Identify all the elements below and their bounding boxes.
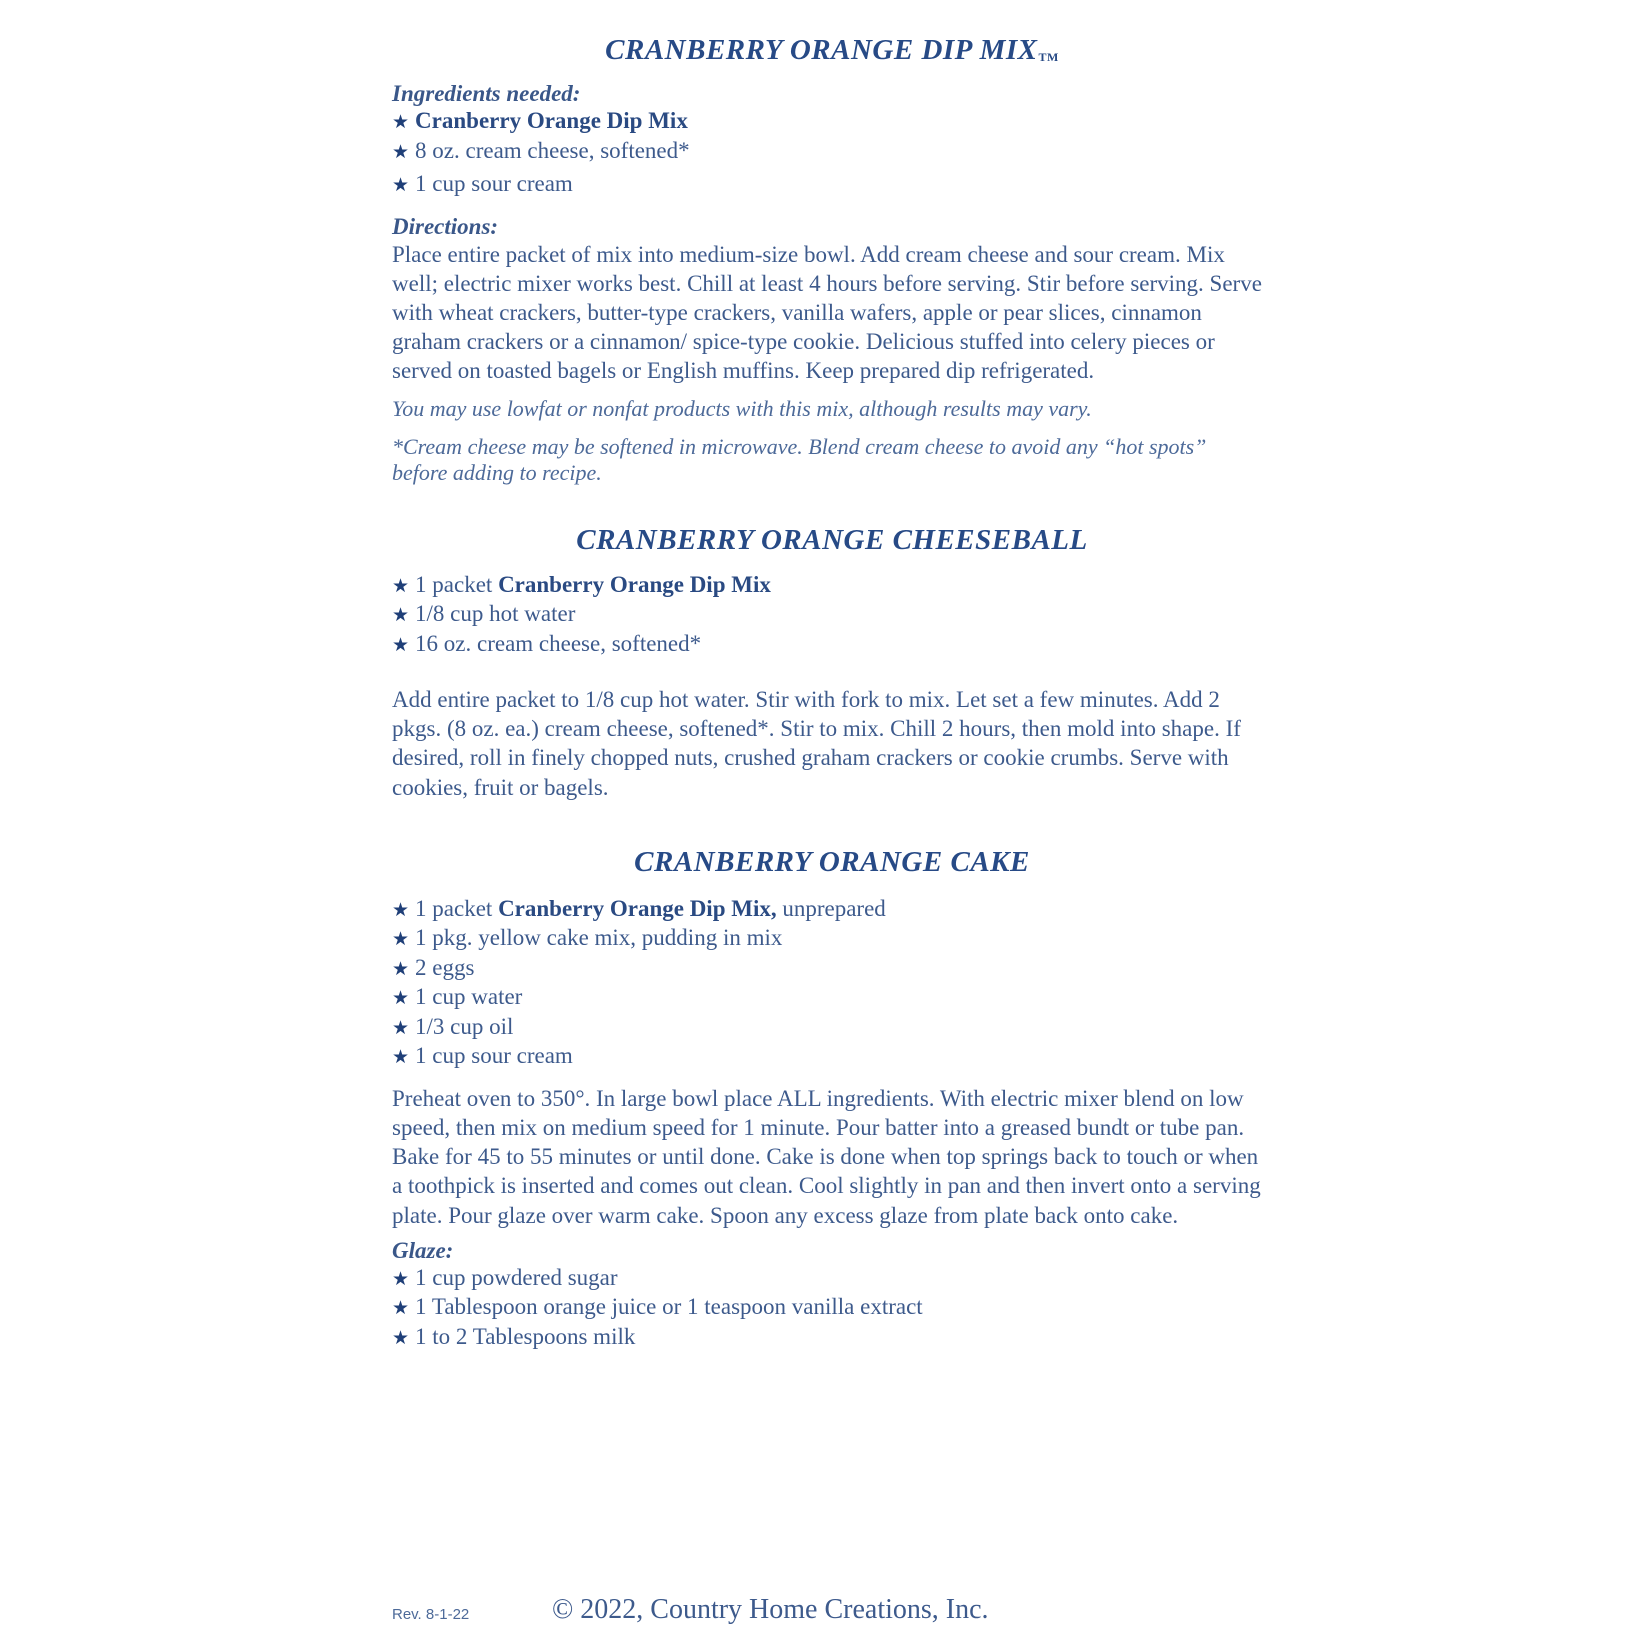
glaze-ingredient-list bbox=[392, 1264, 1272, 1353]
dip-mix-title-text: CRANBERRY ORANGE DIP MIX bbox=[605, 34, 1038, 66]
star-bullet-icon: ★ bbox=[392, 898, 410, 921]
cake-directions: Preheat oven to 350°. In large bowl place ALL ingredients. With electric mixer blend on low speed, then mix on medium speed for 1 minute. Pour batter into a greased bundt or tube pan. Bake for 45 to 55 minutes or until done. Cake is done when top springs back to touch or when a toothpick is inserted and comes out clean. Cool slightly in pan and then invert onto a serving plate. Pour glaze over warm cake. Spoon any excess glaze from plate back onto cake. bbox=[392, 1085, 1261, 1228]
list-item bbox=[392, 1013, 1272, 1043]
ingredient-text: 1 cup sour cream bbox=[415, 171, 573, 196]
star-bullet-icon: ★ bbox=[392, 1016, 410, 1039]
ingredient-text: 1 pkg. yellow cake mix, pudding in mix bbox=[415, 925, 783, 951]
star-bullet-icon: ★ bbox=[392, 174, 410, 196]
star-bullet-icon: ★ bbox=[392, 957, 410, 980]
ingredient-text: 1 packet bbox=[415, 571, 499, 597]
star-bullet-icon: ★ bbox=[392, 633, 410, 656]
star-bullet-icon: ★ bbox=[392, 1046, 410, 1069]
ingredient-bold-text: Cranberry Orange Dip Mix, bbox=[498, 895, 777, 921]
star-bullet-icon: ★ bbox=[392, 1326, 410, 1349]
list-item bbox=[392, 895, 1272, 925]
glaze-ingredient-text: 1 cup powdered sugar bbox=[415, 1264, 618, 1290]
cheeseball-ingredient-list bbox=[392, 571, 1272, 660]
list-item bbox=[392, 954, 1272, 984]
star-bullet-icon: ★ bbox=[392, 987, 410, 1010]
cheeseball-recipe bbox=[392, 524, 1272, 802]
cake-title: CRANBERRY ORANGE CAKE bbox=[634, 845, 1030, 878]
list-item bbox=[392, 571, 1272, 601]
list-item bbox=[392, 1264, 1272, 1294]
list-item bbox=[392, 1293, 1272, 1323]
star-bullet-icon: ★ bbox=[392, 1267, 410, 1290]
dip-mix-directions: Place entire packet of mix into medium-size bowl. Add cream cheese and sour cream. Mix well; electric mixer works best. Chill at least 4 hours before serving. Stir before serving. Serve with wheat crackers, butter-type crackers, vanilla wafers, apple or pear slices, cinnamon graham crackers or a cinnamon/ spice-type cookie. Delicious stuffed into celery pieces or served on toasted bagels or English muffins. Keep prepared dip refrigerated. bbox=[392, 241, 1262, 384]
list-item bbox=[392, 107, 1272, 137]
trademark-mark: TM bbox=[1038, 50, 1059, 64]
list-item bbox=[392, 630, 1272, 660]
dip-mix-ingredient-list bbox=[392, 107, 1272, 200]
revision-date: Rev. 8-1-22 bbox=[392, 1606, 470, 1623]
star-bullet-icon: ★ bbox=[392, 604, 410, 627]
page-footer bbox=[392, 1594, 1272, 1634]
list-item bbox=[392, 1323, 1272, 1353]
glaze-ingredient-text: 1 to 2 Tablespoons milk bbox=[415, 1323, 636, 1349]
ingredient-text: 8 oz. cream cheese, softened* bbox=[415, 137, 690, 163]
cake-recipe bbox=[392, 846, 1272, 1353]
ingredient-text: 1 packet bbox=[415, 895, 499, 921]
list-item bbox=[392, 137, 1272, 167]
directions-heading: Directions: bbox=[392, 213, 499, 239]
ingredient-text: 2 eggs bbox=[415, 954, 475, 980]
ingredient-text: 1 cup sour cream bbox=[415, 1043, 573, 1069]
glaze-heading: Glaze: bbox=[392, 1237, 454, 1263]
list-item bbox=[392, 983, 1272, 1013]
ingredient-text: 1/8 cup hot water bbox=[415, 601, 576, 627]
ingredient-text: unprepared bbox=[776, 895, 886, 921]
lowfat-note: You may use lowfat or nonfat products with this mix, although results may vary. bbox=[392, 395, 1092, 421]
star-bullet-icon: ★ bbox=[392, 928, 410, 951]
star-bullet-icon: ★ bbox=[392, 1297, 410, 1320]
glaze-ingredient-text: 1 Tablespoon orange juice or 1 teaspoon vanilla extract bbox=[415, 1294, 923, 1320]
recipe-card bbox=[392, 34, 1272, 1352]
list-item bbox=[392, 170, 1272, 200]
dip-mix-recipe bbox=[392, 34, 1272, 486]
list-item bbox=[392, 1042, 1272, 1072]
star-bullet-icon: ★ bbox=[392, 574, 410, 597]
ingredient-bold-text: Cranberry Orange Dip Mix bbox=[498, 571, 771, 597]
cheeseball-title: CRANBERRY ORANGE CHEESEBALL bbox=[576, 523, 1088, 556]
cake-ingredient-list bbox=[392, 895, 1272, 1072]
dip-mix-title bbox=[392, 34, 1272, 67]
star-bullet-icon: ★ bbox=[392, 140, 410, 163]
ingredient-bold-text: Cranberry Orange Dip Mix bbox=[415, 108, 688, 133]
cream-cheese-note: *Cream cheese may be softened in microwave. Blend cream cheese to avoid any “hot spots” before adding to recipe. bbox=[392, 433, 1207, 485]
list-item bbox=[392, 924, 1272, 954]
ingredient-text: 16 oz. cream cheese, softened* bbox=[415, 630, 702, 656]
list-item bbox=[392, 600, 1272, 630]
copyright-notice: © 2022, Country Home Creations, Inc. bbox=[552, 1594, 989, 1625]
ingredient-text: 1/3 cup oil bbox=[415, 1013, 514, 1039]
ingredient-text: 1 cup water bbox=[415, 984, 523, 1010]
ingredients-heading: Ingredients needed: bbox=[392, 81, 581, 106]
cheeseball-directions: Add entire packet to 1/8 cup hot water. Stir with fork to mix. Let set a few minutes. Add 2 pkgs. (8 oz. ea.) cream cheese, softened*. Stir to mix. Chill 2 hours, then mold into shape. If desired, roll in finely chopped nuts, crushed graham crackers or cookie crumbs. Serve with cookies, fruit or bagels. bbox=[392, 687, 1241, 800]
star-bullet-icon: ★ bbox=[392, 111, 410, 133]
